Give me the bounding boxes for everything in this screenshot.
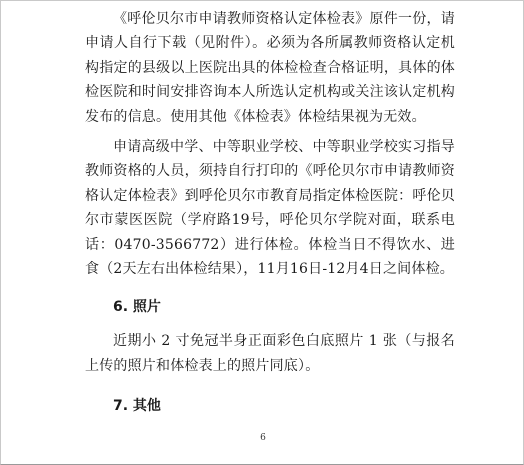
page-body [85,7,455,418]
paragraph-high-school-applicants: 申请高级中学、中等职业学校、中等职业学校实习指导教师资格的人员，须持自行打印的《呼伦贝尔市申请教师资格认定体检表》到呼伦贝尔市教育局指定体检医院：呼伦贝尔市蒙医医院（学府路19号，呼伦贝尔学院对面，联系电话：0470-3566772）进行体检。体检当日不得饮水、进食（2天左右出体检结果），11月16日-12月4日之间体检。 [85,139,455,278]
page-number: 6 [260,433,266,443]
section-heading-photo: 6. 照片 [113,299,161,316]
paragraph-photo: 近期小 2 寸免冠半身正面彩色白底照片 1 张（与报名上传的照片和体检表上的照片同底）。 [85,333,455,374]
paragraph-health-form: 《呼伦贝尔市申请教师资格认定体检表》原件一份，请申请人自行下载（见附件）。必须为各所属教师资格认定机构指定的县级以上医院出具的体检检查合格证明，具体的体检医院和时间安排咨询本人所选认定机构或关注该认定机构发布的信息。使用其他《体检表》体检结果视为无效。 [85,11,455,125]
section-heading-other: 7. 其他 [113,398,161,415]
